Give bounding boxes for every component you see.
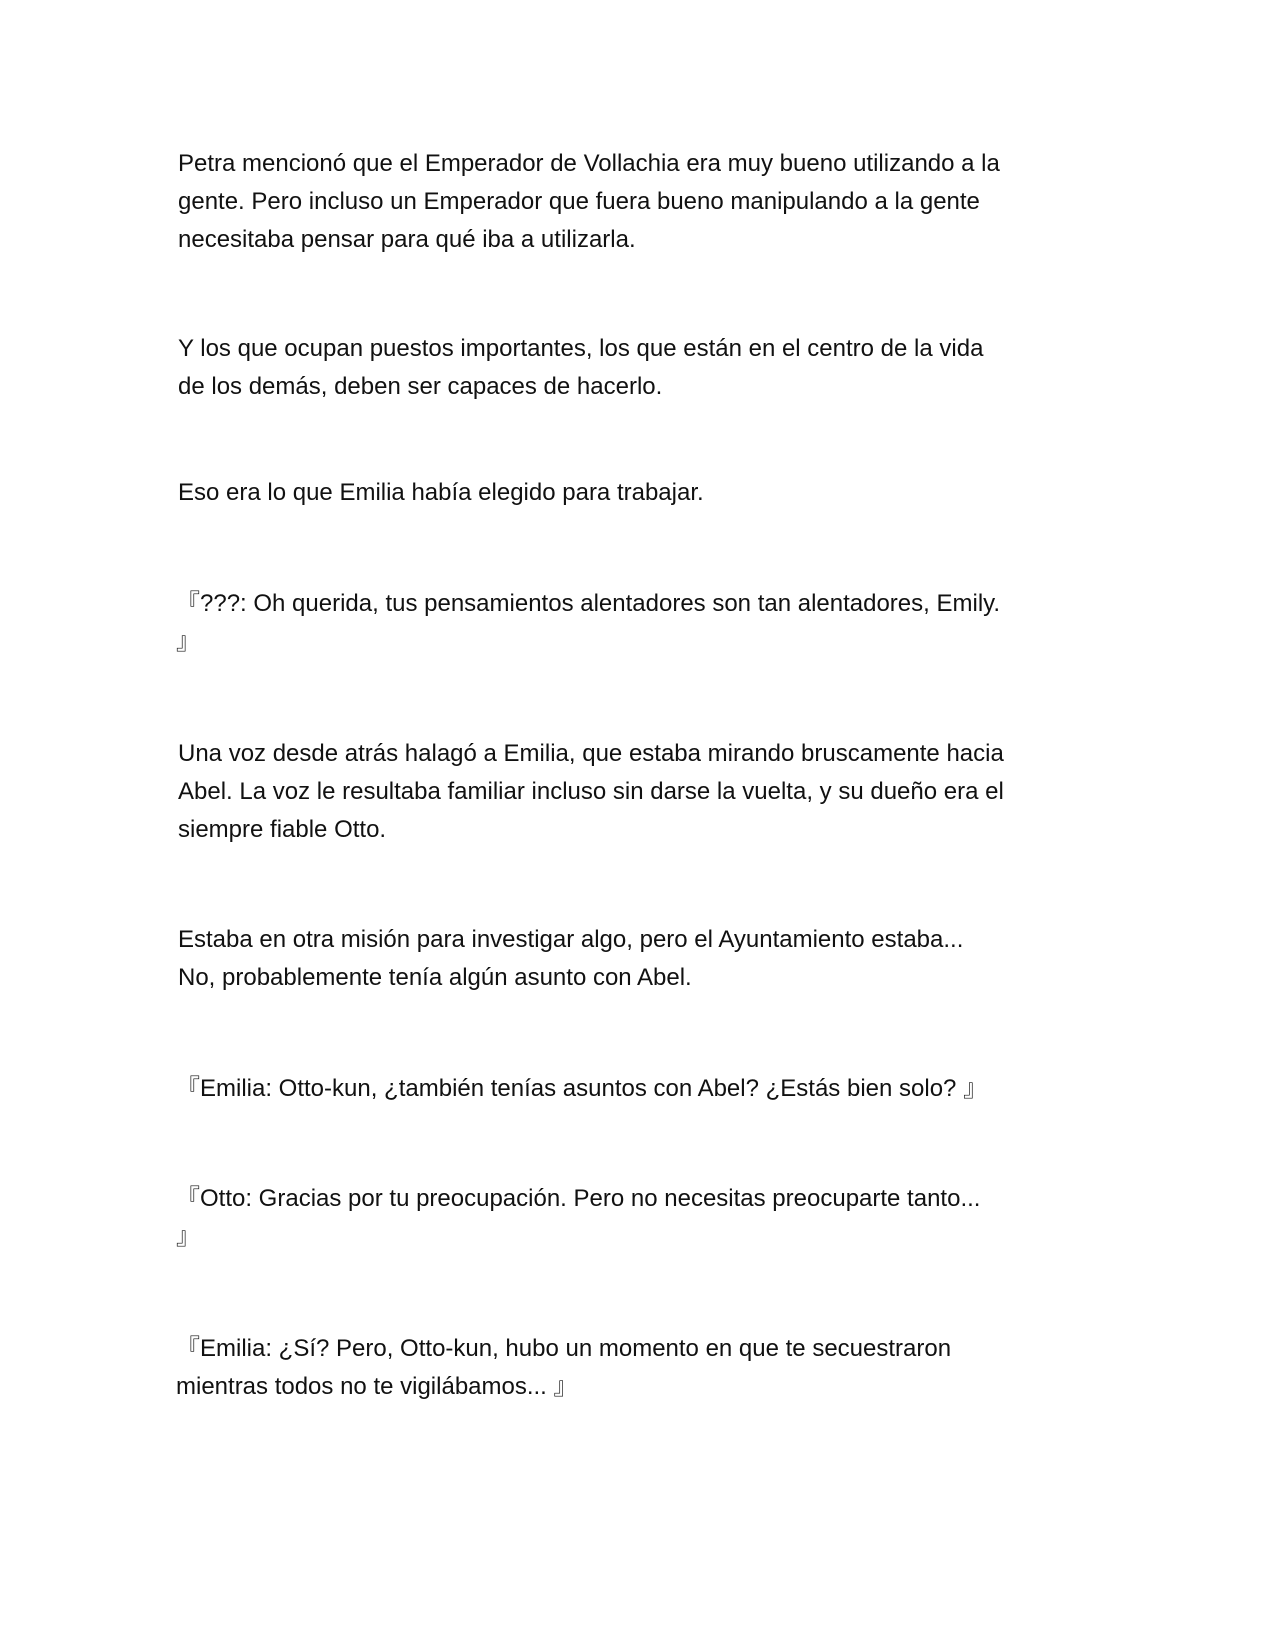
paragraph-otto-mission: Estaba en otra misión para investigar algo, pero el Ayuntamiento estaba... No, probablemente tenía algún asunto con Abel.: [178, 926, 964, 991]
paragraph-important-positions: Y los que ocupan puestos importantes, los que están en el centro de la vida de los demás, deben ser capaces de hacerlo.: [178, 335, 984, 400]
paragraph-emilia-work: Eso era lo que Emilia había elegido para trabajar.: [178, 479, 704, 506]
paragraph-petra-emperor: Petra mencionó que el Emperador de Vollachia era muy bueno utilizando a la gente. Pero incluso un Emperador que fuera bueno manipulando a la gente necesitaba pensar para qué iba a utilizarla.: [178, 150, 1000, 253]
dialogue-otto-reply: 『Otto: Gracias por tu preocupación. Pero no necesitas preocuparte tanto... 』: [176, 1185, 981, 1250]
dialogue-unknown-speaker: 『???: Oh querida, tus pensamientos alentadores son tan alentadores, Emily. 』: [176, 590, 1001, 655]
dialogue-emilia-concern: 『Emilia: ¿Sí? Pero, Otto-kun, hubo un momento en que te secuestraron mientras todos no te vigilábamos... 』: [176, 1335, 952, 1400]
paragraph-otto-voice: Una voz desde atrás halagó a Emilia, que estaba mirando bruscamente hacia Abel. La voz le resultaba familiar incluso sin darse la vuelta, y su dueño era el siempre fiable Otto.: [178, 740, 1004, 843]
dialogue-emilia-question: 『Emilia: Otto-kun, ¿también tenías asuntos con Abel? ¿Estás bien solo? 』: [176, 1075, 988, 1102]
